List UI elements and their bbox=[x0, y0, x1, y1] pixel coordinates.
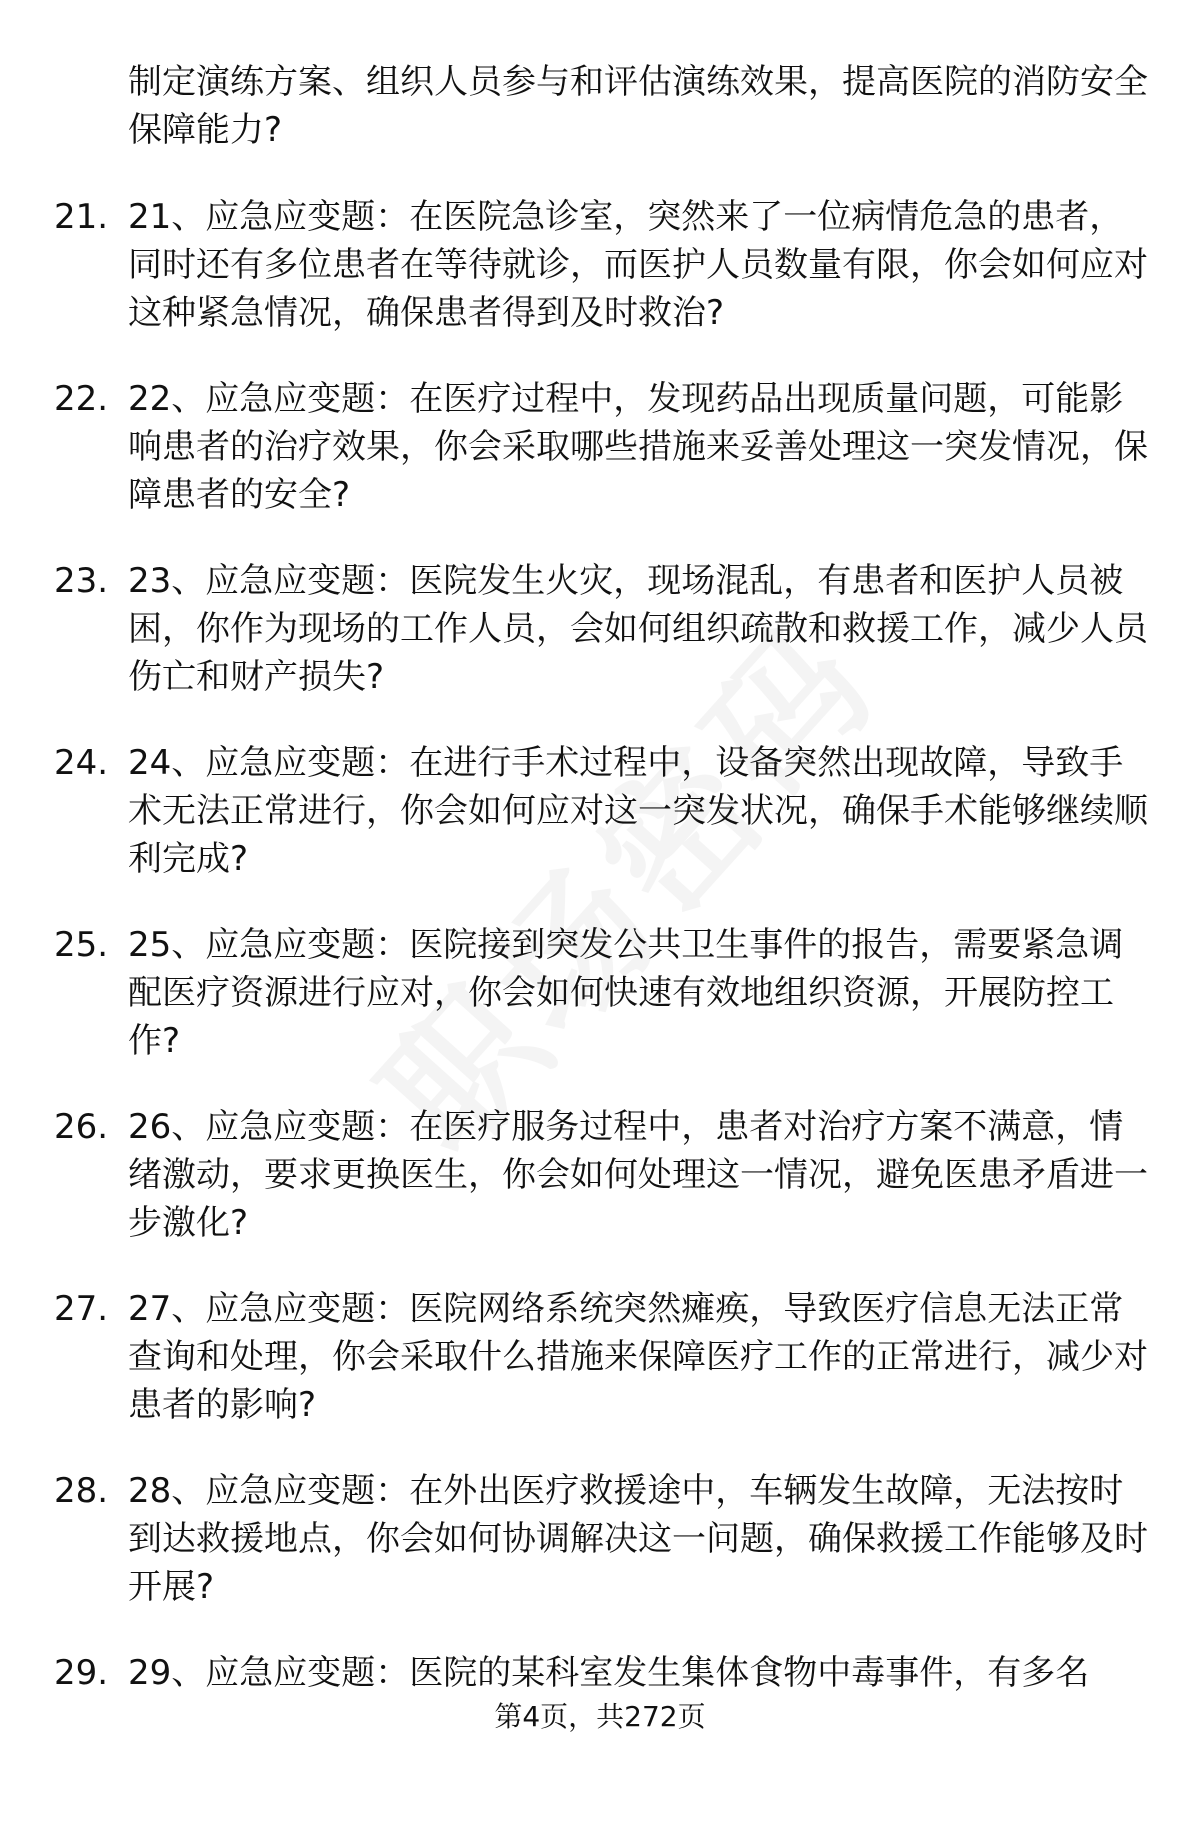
list-item bbox=[0, 375, 1200, 557]
list-item bbox=[0, 557, 1200, 739]
question-text: 29、应急应变题：医院的某科室发生集体食物中毒事件，有多名 bbox=[128, 1653, 1090, 1693]
question-number: 23. bbox=[54, 561, 109, 601]
question-number: 21. bbox=[54, 197, 109, 237]
question-number: 27. bbox=[54, 1289, 109, 1329]
page-footer: 第4页，共272页 bbox=[494, 1700, 706, 1733]
list-item bbox=[0, 1467, 1200, 1649]
question-text: 26、应急应变题：在医疗服务过程中，患者对治疗方案不满意，情绪激动，要求更换医生，你会如何处理这一情况，避免医患矛盾进一步激化? bbox=[128, 1107, 1148, 1243]
question-number: 29. bbox=[54, 1653, 109, 1693]
question-number: 28. bbox=[54, 1471, 109, 1511]
list-item bbox=[0, 1285, 1200, 1467]
question-number: 24. bbox=[54, 743, 109, 783]
question-text: 25、应急应变题：医院接到突发公共卫生事件的报告，需要紧急调配医疗资源进行应对，你会如何快速有效地组织资源，开展防控工作? bbox=[128, 925, 1124, 1061]
question-text: 28、应急应变题：在外出医疗救援途中，车辆发生故障，无法按时到达救援地点，你会如何协调解决这一问题，确保救援工作能够及时开展? bbox=[128, 1471, 1148, 1607]
list-item bbox=[0, 193, 1200, 375]
list-item bbox=[0, 921, 1200, 1103]
question-text: 22、应急应变题：在医疗过程中，发现药品出现质量问题，可能影响患者的治疗效果，你会采取哪些措施来妥善处理这一突发情况，保障患者的安全? bbox=[128, 379, 1148, 515]
question-text: 21、应急应变题：在医院急诊室，突然来了一位病情危急的患者，同时还有多位患者在等待就诊，而医护人员数量有限，你会如何应对这种紧急情况，确保患者得到及时救治? bbox=[128, 197, 1148, 333]
question-number: 26. bbox=[54, 1107, 109, 1147]
list-item bbox=[0, 1103, 1200, 1285]
question-list bbox=[0, 193, 1200, 1831]
continuation-paragraph: 制定演练方案、组织人员参与和评估演练效果，提高医院的消防安全保障能力? bbox=[128, 62, 1148, 150]
question-number: 25. bbox=[54, 925, 109, 965]
list-item bbox=[0, 739, 1200, 921]
question-text: 23、应急应变题：医院发生火灾，现场混乱，有患者和医护人员被困，你作为现场的工作人员，会如何组织疏散和救援工作，减少人员伤亡和财产损失? bbox=[128, 561, 1148, 697]
question-text: 27、应急应变题：医院网络系统突然瘫痪，导致医疗信息无法正常查询和处理，你会采取什么措施来保障医疗工作的正常进行，减少对患者的影响? bbox=[128, 1289, 1148, 1425]
question-number: 22. bbox=[54, 379, 109, 419]
list-item bbox=[0, 1649, 1200, 1831]
question-text: 24、应急应变题：在进行手术过程中，设备突然出现故障，导致手术无法正常进行，你会如何应对这一突发状况，确保手术能够继续顺利完成? bbox=[128, 743, 1148, 879]
